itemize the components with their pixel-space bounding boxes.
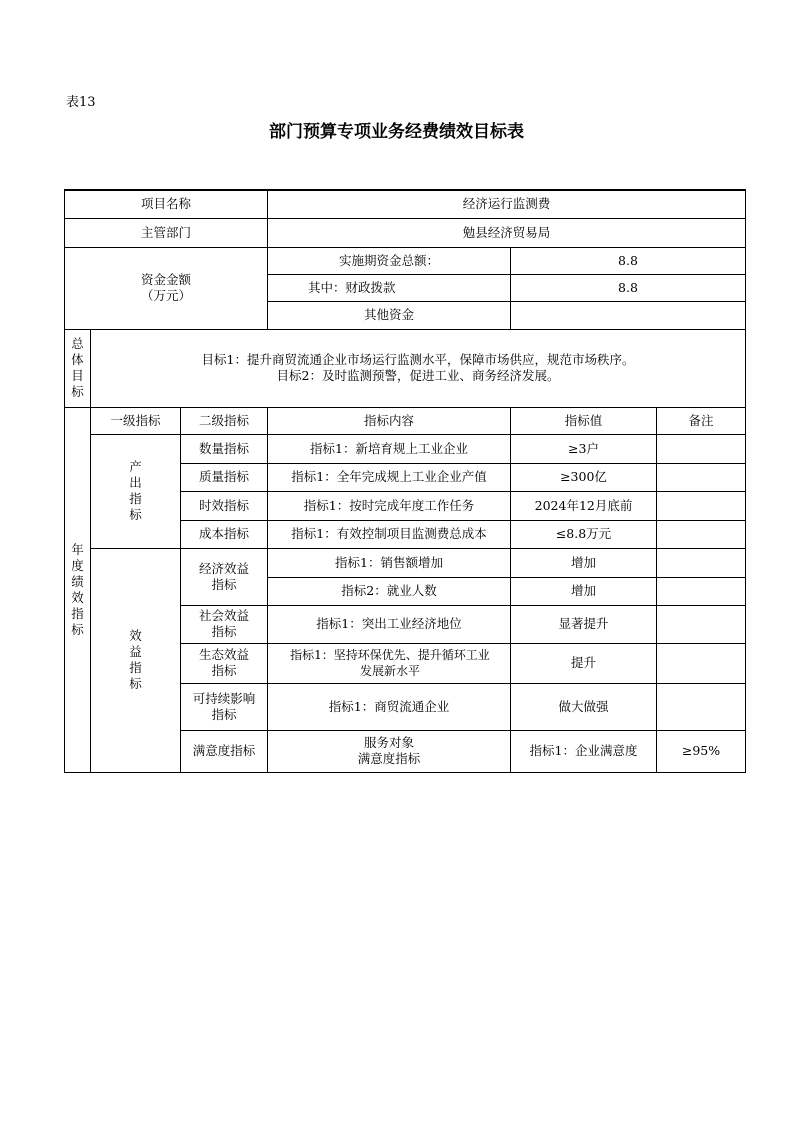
content-cell: 指标1：有效控制项目监测费总成本 <box>268 520 511 548</box>
content-cell: 指标1：企业满意度 <box>511 730 657 772</box>
note-cell <box>657 683 746 730</box>
table-row <box>65 548 746 577</box>
value-cell: 2024年12月底前 <box>511 491 657 520</box>
funds-label-line1: 资金金额 <box>140 272 191 287</box>
level2-cell: 成本指标 <box>181 520 268 548</box>
content-cell: 指标1：新培育规上工业企业 <box>268 434 511 463</box>
value-cell: 提升 <box>511 643 657 683</box>
table-number: 表13 <box>66 95 96 110</box>
goals-content <box>91 329 746 407</box>
note-cell <box>657 491 746 520</box>
output-indicator-label: 产 出 指 标 <box>91 434 181 548</box>
funds-fiscal-label: 其中：财政拨款 <box>268 274 511 301</box>
department-row <box>65 218 746 247</box>
note-cell <box>657 434 746 463</box>
funds-total-value: 8.8 <box>511 247 746 274</box>
funds-total-row <box>65 247 746 274</box>
performance-table <box>64 189 746 773</box>
project-name-label: 项目名称 <box>65 190 268 218</box>
value-cell: ≥300亿 <box>511 463 657 491</box>
header-level1: 一级指标 <box>91 407 181 434</box>
goal-2: 目标2：及时监测预警，促进工业、商务经济发展。 <box>276 368 560 383</box>
table-row <box>65 434 746 463</box>
header-content: 指标内容 <box>268 407 511 434</box>
ecological-benefit-label: 生态效益 指标 <box>181 643 268 683</box>
note-cell <box>657 463 746 491</box>
benefit-indicator-label: 效 益 指 标 <box>91 548 181 772</box>
department-value: 勉县经济贸易局 <box>268 218 746 247</box>
note-cell <box>657 577 746 605</box>
funds-fiscal-value: 8.8 <box>511 274 746 301</box>
note-cell <box>657 643 746 683</box>
note-cell <box>657 520 746 548</box>
content-cell: 指标2：就业人数 <box>268 577 511 605</box>
goals-row <box>65 329 746 407</box>
level2-cell: 数量指标 <box>181 434 268 463</box>
content-cell: 指标1：全年完成规上工业企业产值 <box>268 463 511 491</box>
content-cell: 指标1：销售额增加 <box>268 548 511 577</box>
header-level2: 二级指标 <box>181 407 268 434</box>
funds-label <box>65 247 268 329</box>
project-row <box>65 190 746 218</box>
page-title: 部门预算专项业务经费绩效目标表 <box>269 122 524 142</box>
value-cell: 显著提升 <box>511 605 657 643</box>
project-name-value: 经济运行监测费 <box>268 190 746 218</box>
annual-label: 年 度 绩 效 指 标 <box>65 407 91 772</box>
note-cell <box>657 548 746 577</box>
funds-label-line2: （万元） <box>140 288 191 303</box>
content-cell: 指标1：坚持环保优先、提升循环工业 发展新水平 <box>268 643 511 683</box>
header-value: 指标值 <box>511 407 657 434</box>
funds-total-label: 实施期资金总额： <box>268 247 511 274</box>
sustainable-impact-label: 可持续影响 指标 <box>181 683 268 730</box>
goals-label: 总 体 目 标 <box>65 329 91 407</box>
header-note: 备注 <box>657 407 746 434</box>
indicator-header-row <box>65 407 746 434</box>
content-cell: 指标1：商贸流通企业 <box>268 683 511 730</box>
content-cell: 指标1：按时完成年度工作任务 <box>268 491 511 520</box>
economic-benefit-label: 经济效益 指标 <box>181 548 268 605</box>
satisfaction-level1: 满意度指标 <box>181 730 268 772</box>
department-label: 主管部门 <box>65 218 268 247</box>
satisfaction-level2: 服务对象 满意度指标 <box>268 730 511 772</box>
social-benefit-label: 社会效益 指标 <box>181 605 268 643</box>
content-cell: 指标1：突出工业经济地位 <box>268 605 511 643</box>
value-cell: 增加 <box>511 548 657 577</box>
level2-cell: 时效指标 <box>181 491 268 520</box>
value-cell: ≤8.8万元 <box>511 520 657 548</box>
funds-other-value <box>511 301 746 329</box>
goal-1: 目标1：提升商贸流通企业市场运行监测水平，保障市场供应，规范市场秩序。 <box>201 352 635 367</box>
funds-other-label: 其他资金 <box>268 301 511 329</box>
level2-cell: 质量指标 <box>181 463 268 491</box>
value-cell: 做大做强 <box>511 683 657 730</box>
value-cell: ≥95% <box>657 730 746 772</box>
value-cell: 增加 <box>511 577 657 605</box>
value-cell: ≥3户 <box>511 434 657 463</box>
note-cell <box>657 605 746 643</box>
